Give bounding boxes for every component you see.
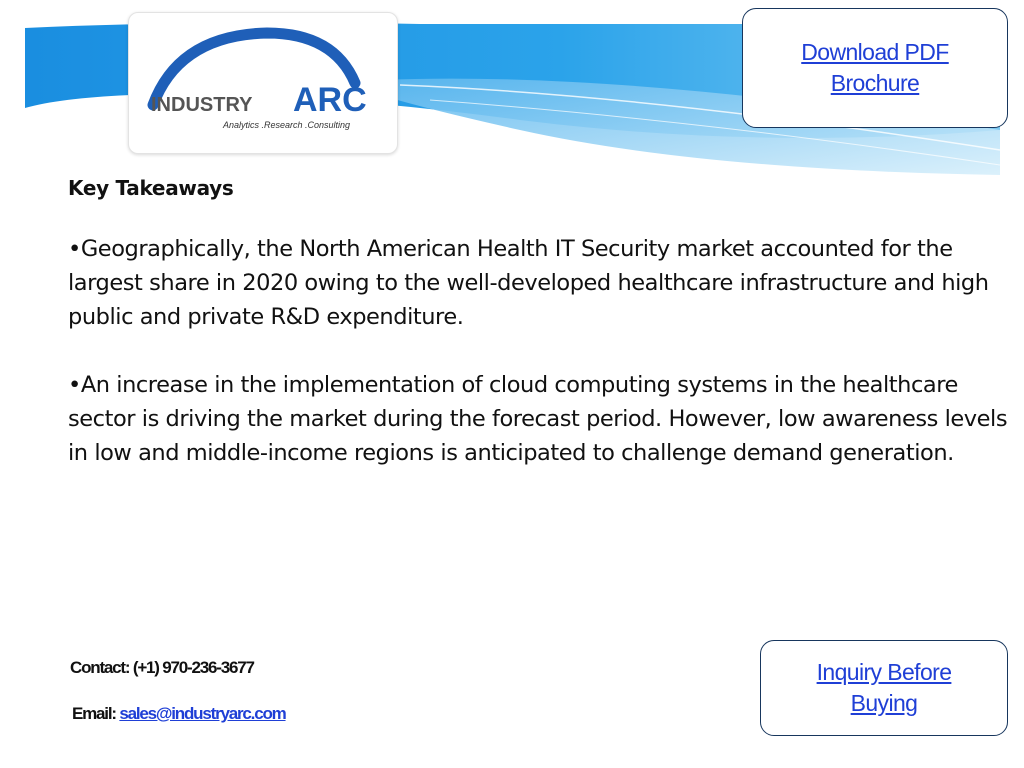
email-label: Email:	[72, 704, 116, 723]
bullet-paragraph-2: •An increase in the implementation of cloud computing systems in the healthcare sector is driving the market during the forecast period. However, low awareness levels in low and middle-income regions is anticipated to challenge demand generation.	[68, 372, 1008, 466]
inquiry-button-label[interactable]: Inquiry Before Buying	[816, 659, 952, 716]
bullet-paragraph-1: •Geographically, the North American Health IT Security market accounted for the largest share in 2020 owing to the well-developed healthcare infrastructure and high public and private R&D expenditure.	[68, 236, 989, 330]
email-link[interactable]: sales@industryarc.com	[119, 704, 286, 723]
logo-text-industry: INDUSTRY	[151, 94, 253, 116]
contact-email	[72, 704, 286, 724]
main-content	[68, 176, 1008, 504]
logo-text-arc: ARC	[293, 81, 367, 119]
page-title: Key Takeaways	[68, 176, 234, 200]
logo-tagline: Analytics .Research .Consulting	[223, 120, 351, 130]
inquiry-before-buying-button[interactable]	[760, 640, 1008, 736]
logo-arc-icon	[129, 13, 397, 153]
download-pdf-brochure-button[interactable]	[742, 8, 1008, 128]
download-button-label[interactable]: Download PDF Brochure	[801, 39, 949, 96]
company-logo	[128, 12, 398, 154]
contact-phone: Contact: (+1) 970-236-3677	[70, 658, 254, 677]
